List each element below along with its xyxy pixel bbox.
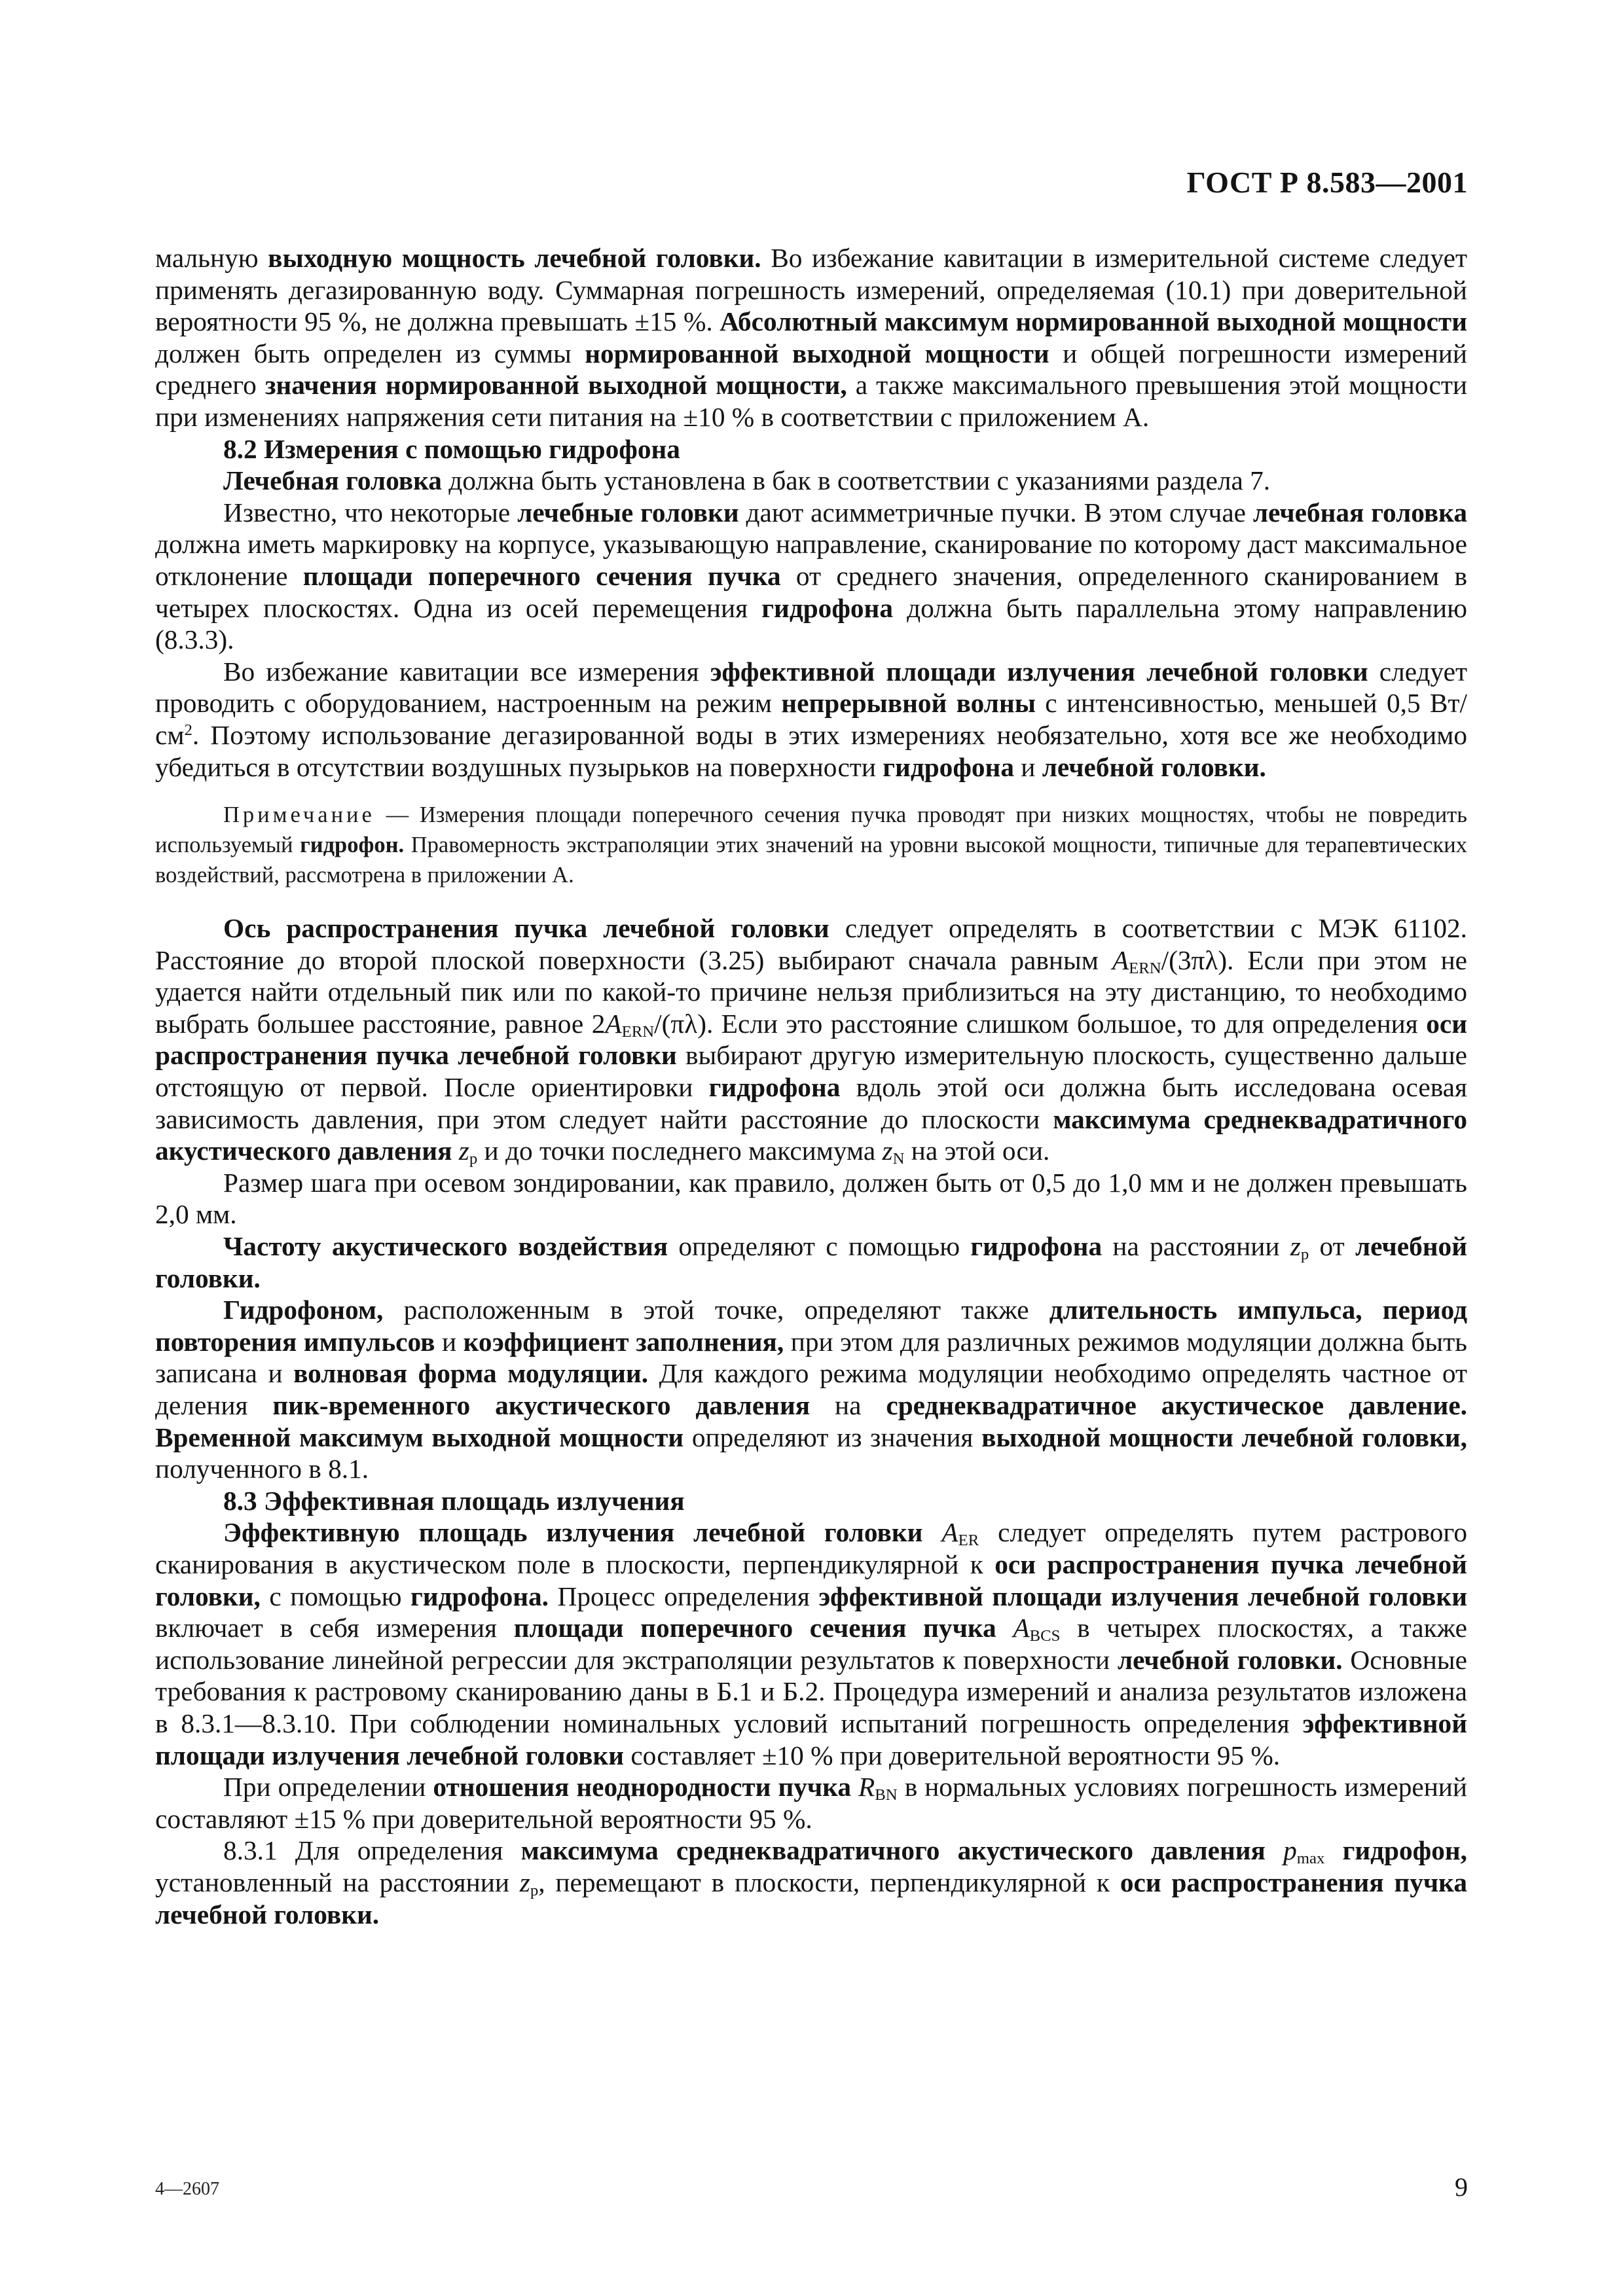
bold-term: Эффективную площадь излучения лечебной головки (223, 1517, 923, 1548)
paragraph: Известно, что некоторые лечебные головки дают асимметричные пучки. В этом случае лечебная головка должна иметь маркировку на корпусе, указывающую направление, сканирование по которому даст максимальное отклонение площади поперечного сечения пучка от среднего значения, определенного сканированием в четырех плоскостях. Одна из осей перемещения гидрофона должна быть параллельна этому направлению (8.3.3). (155, 497, 1467, 655)
paragraph: Лечебная головка должна быть установлена в бак в соответствии с указаниями раздела 7. (223, 465, 1271, 496)
bold-term: 8.3 Эффективная площадь излучения (223, 1485, 685, 1516)
bold-term: пик-временного акустического давления (272, 1390, 811, 1420)
paragraph: Размер шага при осевом зондировании, как правило, должен быть от 0,5 до 1,0 мм и не должен превышать 2,0 мм. (155, 1167, 1467, 1230)
bold-term: гидрофона. (410, 1581, 549, 1611)
bold-term: площади поперечного сечения пучка (302, 560, 781, 591)
paragraph: Во избежание кавитации все измерения эффективной площади излучения лечебной головки следует проводить с оборудованием, настроенным на режим непрерывной волны с интенсивностью, меньшей 0,5 $Вт/см^2$. Поэтому использование дегазированной воды в этих измерениях необязательно, хотя все же необходимо убедиться в отсутствии воздушных пузырьков на поверхности гидрофона и лечебной головки. (155, 656, 1467, 782)
bold-term: гидрофон, (1342, 1835, 1467, 1866)
bold-term: гидрофона (970, 1231, 1103, 1262)
italic-symbol: z (1290, 1231, 1301, 1262)
italic-symbol: A (1013, 1613, 1030, 1643)
italic-symbol: A (605, 1008, 622, 1039)
paragraph: Эффективную площадь излучения лечебной головки $A_{ER}$ следует определять путем растрового сканирования в акустическом поле в плоскости, перпендикулярной к оси распространения пучка лечебной головки, с помощью гидрофона. Процесс определения эффективной площади излучения лечебной головки включает в себя измерения площади поперечного сечения пучка $A_{BCS}$ в четырех плоскостях, а также использование линейной регрессии для экстраполяции результатов к поверхности лечебной головки. Основные требования к растровому сканированию даны в Б.1 и Б.2. Процедура измерений и анализа результатов изложена в 8.3.1—8.3.10. При соблюдении номинальных условий испытаний погрешность определения эффективной площади излучения лечебной головки составляет ±10 % при доверительной вероятности 95 %. (155, 1517, 1468, 1770)
subscript: N (892, 1150, 905, 1168)
bold-term: Частоту акустического воздействия (223, 1231, 668, 1262)
page-number: 9 (1455, 2172, 1468, 2202)
italic-symbol: p (1283, 1835, 1297, 1866)
bold-term: гидрофона (761, 592, 893, 623)
superscript: 2 (184, 721, 192, 739)
paragraph: Ось распространения пучка лечебной головки следует определять в соответствии с МЭК 61102. Расстояние до второй плоской поверхности (3.25) выбирают сначала равным $A_{ERN}/(3\pi\lambda)$. Если при этом не удается найти отдельный пик или по какой-то причине нельзя приблизиться на эту дистанцию, то необходимо выбрать большее расстояние, равное $2A_{ERN}/(\pi\lambda)$. Если это расстояние слишком большое, то для определения оси распространения пучка лечебной головки выбирают другую измерительную плоскость, существенно дальше отстоящую от первой. После ориентировки гидрофона вдоль этой оси должна быть исследована осевая зависимость давления, при этом следует найти расстояние до плоскости максимума среднеквадратичного акустического давления $z_p$ и до точки последнего максимума $z_N$ на этой оси. (155, 913, 1468, 1168)
subscript: p (469, 1150, 478, 1168)
bold-term: лечебной головки. (155, 1231, 1467, 1293)
bold-term: отношения неоднородности пучка (433, 1772, 851, 1803)
bold-term: 8.2 Измерения с помощью гидрофона (223, 433, 680, 464)
italic-symbol: z (882, 1136, 893, 1166)
subscript: ERN (621, 1022, 655, 1041)
italic-symbol: R (858, 1772, 875, 1803)
note-label: Примечание (223, 802, 375, 828)
print-code: 4—2607 (155, 2179, 219, 2199)
document-body (155, 242, 1467, 1930)
subscript: p (530, 1881, 539, 1899)
italic-symbol: z (458, 1136, 469, 1166)
subscript: max (1296, 1850, 1325, 1868)
bold-term: Абсолютный максимум нормированной выходной мощности (720, 306, 1467, 337)
bold-term: оси распространения пучка лечебной головки. (155, 1867, 1467, 1929)
italic-symbol: z (519, 1867, 530, 1897)
subscript: p (1300, 1246, 1309, 1264)
bold-term: нормированной выходной мощности (585, 338, 1049, 368)
bold-term: значения нормированной выходной мощности, (264, 370, 847, 401)
bold-term: выходную мощность лечебной головки. (268, 243, 761, 273)
bold-term: коэффициент заполнения, (463, 1326, 784, 1357)
bold-term: непрерывной волны (781, 688, 1036, 719)
bold-term: Лечебная головка (223, 465, 442, 496)
italic-symbol: A (941, 1517, 958, 1548)
document-code: ГОСТ Р 8.583—2001 (1186, 166, 1468, 199)
bold-term: оси распространения пучка лечебной головки, (155, 1549, 1467, 1611)
subscript: ERN (1129, 959, 1161, 977)
bold-term: максимума среднеквадратичного акустического давления (155, 1103, 1467, 1166)
bold-term: максимума среднеквадратичного акустического давления (520, 1835, 1266, 1866)
bold-term: площади поперечного сечения пучка (513, 1613, 996, 1643)
bold-term: эффективной площади излучения лечебной головки (155, 1708, 1467, 1770)
note: Примечание — Измерения площади поперечного сечения пучка проводят при низких мощностях, чтобы не повредить используемый гидрофон. Правомерность экстраполяции этих значений на уровни высокой мощности, типичные для терапевтических воздействий, рассмотрена в приложении А. (155, 802, 1467, 888)
bold-term: гидрофона (883, 751, 1014, 782)
bold-term: оси распространения пучка лечебной головки (155, 1008, 1467, 1071)
bold-term: гидрофон. (300, 833, 405, 858)
subscript: BCS (1029, 1627, 1061, 1645)
paragraph: Гидрофоном, расположенным в этой точке, определяют также длительность импульса, период повторения импульсов и коэффициент заполнения, при этом для различных режимов модуляции должна быть записана и волновая форма модуляции. Для каждого режима модуляции необходимо определять частное от деления пик-временного акустического давления на среднеквадратичное акустическое давление. Временной максимум выходной мощности определяют из значения выходной мощности лечебной головки, полученного в 8.1. (155, 1295, 1468, 1484)
bold-term: эффективной площади излучения лечебной головки (818, 1581, 1468, 1611)
bold-term: волновая форма модуляции. (293, 1358, 649, 1389)
bold-term: лечебной головки. (1117, 1644, 1343, 1675)
bold-term: лечебной головки. (1042, 751, 1266, 782)
paragraph: мальную выходную мощность лечебной головки. Во избежание кавитации в измерительной системе следует применять дегазированную воду. Суммарная погрешность измерений, определяемая (10.1) при доверительной вероятности 95 %, не должна превышать ±15 %. Абсолютный максимум нормированной выходной мощности должен быть определен из суммы нормированной выходной мощности и общей погрешности измерений среднего значения нормированной выходной мощности, а также максимального превышения этой мощности при изменениях напряжения сети питания на ±10 % в соответствии с приложением А. (155, 243, 1467, 432)
bold-term: гидрофона (708, 1072, 841, 1103)
bold-term: выходной мощности лечебной головки, (981, 1422, 1467, 1452)
bold-term: эффективной площади излучения лечебной головки (710, 656, 1368, 687)
paragraph: Частоту акустического воздействия определяют с помощью гидрофона на расстоянии $z_p$ от лечебной головки. (155, 1231, 1467, 1293)
paragraph: При определении отношения неоднородности пучка $R_{BN}$ в нормальных условиях погрешность измерений составляют ±15 % при доверительной вероятности 95 %. (155, 1772, 1468, 1834)
bold-term: лечебные головки (517, 497, 739, 528)
italic-symbol: A (1112, 944, 1129, 975)
section-heading-8-2 (155, 433, 1467, 465)
subscript: ER (958, 1532, 979, 1550)
bold-term: длительность импульса, период повторения импульсов (155, 1295, 1467, 1357)
bold-term: среднеквадратичное акустическое давление. Временной максимум выходной мощности (155, 1390, 1467, 1452)
subscript: BN (875, 1786, 898, 1804)
bold-term: лечебная головка (1252, 497, 1467, 528)
bold-term: Гидрофоном, (223, 1295, 384, 1325)
section-heading-8-3 (155, 1485, 1467, 1517)
paragraph: 8.3.1 Для определения максимума среднеквадратичного акустического давления $p_{max}$ гидрофон, установленный на расстоянии $z_p$, перемещают в плоскости, перпендикулярной к оси распространения пучка лечебной головки. (155, 1835, 1467, 1929)
bold-term: Ось распространения пучка лечебной головки (223, 913, 830, 944)
